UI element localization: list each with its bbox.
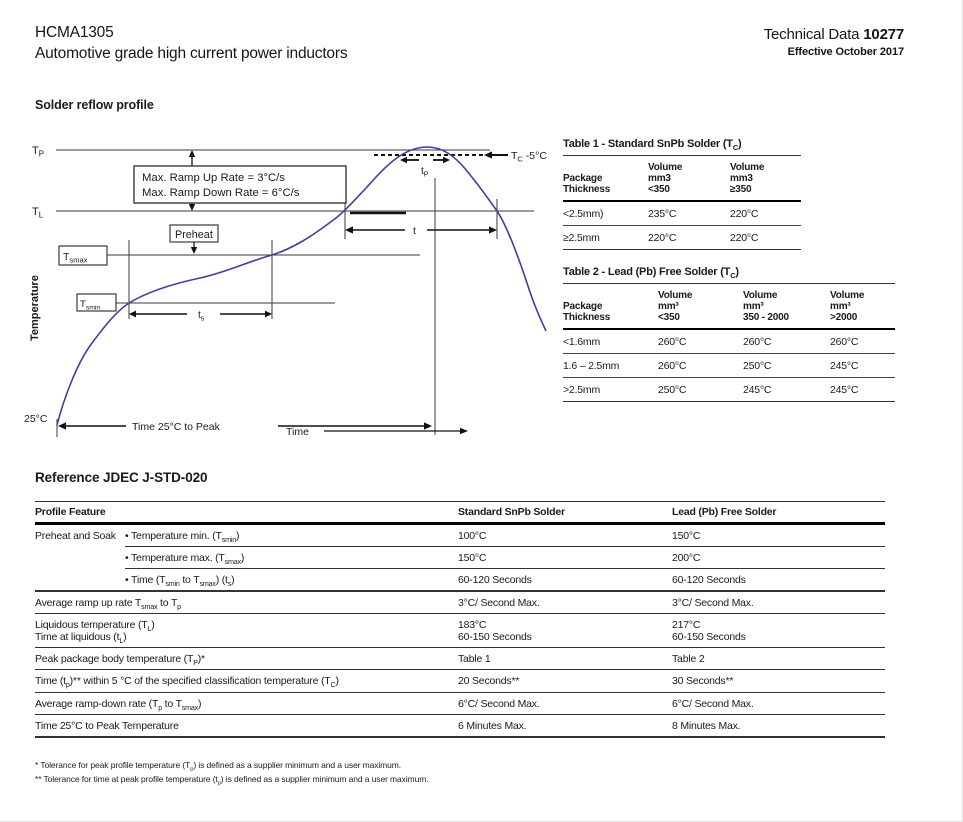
cell: 150°C (672, 524, 885, 547)
reflow-profile-diagram (22, 133, 567, 453)
cell-group: Preheat and Soak (35, 524, 125, 592)
cell: 8 Minutes Max. (672, 714, 885, 737)
peak-time-arrows (400, 157, 450, 163)
tl-line-label: $T_L$ (32, 206, 44, 220)
cell: Peak package body temperature $(T_P)*$ (35, 648, 458, 670)
cell: • Temperature max. $(T_{smax})$ (125, 547, 458, 569)
table-row (563, 377, 895, 401)
table-row (35, 547, 885, 569)
cell: 183°C 60-150 Seconds (458, 614, 672, 648)
col-header: Package Thickness (563, 284, 658, 329)
ts-label: $t_s$ (198, 310, 205, 323)
cell: Time 25°C to Peak Temperature (35, 714, 458, 737)
cell: 260°C (743, 329, 830, 354)
time-to-peak-label: Time 25°C to Peak (132, 421, 220, 433)
ramp-rate-note (134, 166, 346, 203)
table-row (563, 329, 895, 354)
col-header: Volume mm3 ≥350 (730, 156, 801, 201)
table-row (35, 591, 885, 614)
cell: 3°C/ Second Max. (458, 591, 672, 614)
t-label: t (413, 225, 416, 237)
cell: 20 Seconds** (458, 670, 672, 692)
header-right (764, 26, 904, 58)
preheat-label: Preheat (175, 229, 213, 241)
y-axis-label: Temperature (29, 275, 41, 341)
table-row (35, 714, 885, 737)
table2-title: Table 2 - Lead (Pb) Free Solder $(T_C)$ (563, 266, 895, 284)
tc-offset-line (374, 151, 508, 158)
ramp-up-note: Max. Ramp Up Rate = 3°C/s (142, 172, 285, 184)
cell: 235°C (648, 201, 730, 226)
x-axis-arrow (324, 428, 468, 434)
cell: 220°C (730, 225, 801, 249)
product-subtitle: Automotive grade high current power inductors (35, 45, 348, 62)
cell: ≥2.5mm (563, 225, 648, 249)
doc-title (764, 26, 904, 43)
cell: Time $(t_p)**$ within 5 °C of the specified classification temperature $(T_C)$ (35, 670, 458, 692)
table-row (563, 353, 895, 377)
jdec-reference-section (35, 470, 885, 738)
doc-number: 10277 (863, 26, 904, 43)
doc-type: Technical Data (763, 26, 860, 43)
cell: 220°C (730, 201, 801, 226)
table-row (35, 569, 885, 592)
cell: 3°C/ Second Max. (672, 591, 885, 614)
tsmax-label: $T_{smax}$ (63, 251, 88, 265)
table2-pb-free (563, 266, 895, 402)
table-row (35, 614, 885, 648)
cell: 6 Minutes Max. (458, 714, 672, 737)
cell: 260°C (658, 353, 743, 377)
tsmin-box (77, 294, 116, 312)
col-header: Profile Feature (35, 502, 458, 524)
tp-time-label: $t_P$ (421, 166, 429, 179)
cell: 60-120 Seconds (458, 569, 672, 592)
cell: Table 2 (672, 648, 885, 670)
footnote-1: * Tolerance for peak profile temperature $(T_p)$ is defined as a supplier minimum and a user maximum. (35, 760, 402, 773)
cell: 150°C (458, 547, 672, 569)
cell: 6°C/ Second Max. (672, 692, 885, 714)
jdec-header-row (35, 502, 885, 524)
cell: 217°C 60-150 Seconds (672, 614, 885, 648)
header-left (35, 24, 347, 63)
product-code: HCMA1305 (35, 24, 114, 41)
cell: 200°C (672, 547, 885, 569)
tsmin-label: $T_{smin}$ (80, 299, 101, 312)
col-header: Standard SnPb Solder (458, 502, 672, 524)
jdec-title: Reference JDEC J-STD-020 (35, 470, 208, 485)
preheat-box (170, 225, 218, 254)
cell: 245°C (743, 377, 830, 401)
section-title-solder-reflow: Solder reflow profile (35, 98, 154, 112)
cell: 250°C (743, 353, 830, 377)
table-row (563, 201, 801, 226)
ramp-down-note: Max. Ramp Down Rate = 6°C/s (142, 187, 300, 199)
cell: 60-120 Seconds (672, 569, 885, 592)
table1-header-row (563, 156, 801, 201)
tp-line-label: $T_P$ (32, 145, 45, 159)
cell: 260°C (658, 329, 743, 354)
x-axis-label: Time (286, 426, 309, 438)
table1-title: Table 1 - Standard SnPb Solder $(T_C)$ (563, 138, 801, 156)
col-header: Volume mm3 <350 (648, 156, 730, 201)
table-row (35, 692, 885, 714)
start-temp-label: 25°C (24, 413, 48, 425)
cell: 245°C (830, 353, 895, 377)
tc-offset-label: $T_C$ -5°C (511, 150, 547, 164)
table1-standard-snpb (563, 138, 801, 250)
cell: • Time ($T_{smin}$ to $T_{smax}$) $(t_s)$ (125, 569, 458, 592)
cell: >2.5mm (563, 377, 658, 401)
cell: <1.6mm (563, 329, 658, 354)
footnote-2: ** Tolerance for time at peak profile temperature $(t_p)$ is defined as a supplier minimum and a user maximum. (35, 774, 429, 787)
table-row (563, 225, 801, 249)
cell: 6°C/ Second Max. (458, 692, 672, 714)
cell: • Temperature min. $(T_{smin})$ (125, 524, 458, 547)
cell: <2.5mm) (563, 201, 648, 226)
effective-date: Effective October 2017 (787, 46, 904, 58)
cell: Table 1 (458, 648, 672, 670)
col-header: Volume mm³ 350 - 2000 (743, 284, 830, 329)
cell: Average ramp up rate $T_{smax}$ to $T_p$ (35, 591, 458, 614)
table-row (35, 670, 885, 692)
table-row (35, 524, 885, 547)
cell: Average ramp-down rate ($T_p$ to $T_{smax}$) (35, 692, 458, 714)
cell: Liquidous temperature $(T_L)$ Time at liquidous $(t_L)$ (35, 614, 458, 648)
footnotes (35, 760, 428, 788)
cell: 260°C (830, 329, 895, 354)
cell: 100°C (458, 524, 672, 547)
col-header: Lead (Pb) Free Solder (672, 502, 885, 524)
liquidous-time-arrow (345, 226, 497, 233)
tsmax-box (59, 246, 107, 265)
col-header: Volume mm³ >2000 (830, 284, 895, 329)
col-header: Volume mm³ <350 (658, 284, 743, 329)
cell: 245°C (830, 377, 895, 401)
cell: 250°C (658, 377, 743, 401)
cell: 220°C (648, 225, 730, 249)
table-row (35, 648, 885, 670)
cell: 30 Seconds** (672, 670, 885, 692)
cell: 1.6 – 2.5mm (563, 353, 658, 377)
table2-header-row (563, 284, 895, 329)
col-header: Package Thickness (563, 156, 648, 201)
